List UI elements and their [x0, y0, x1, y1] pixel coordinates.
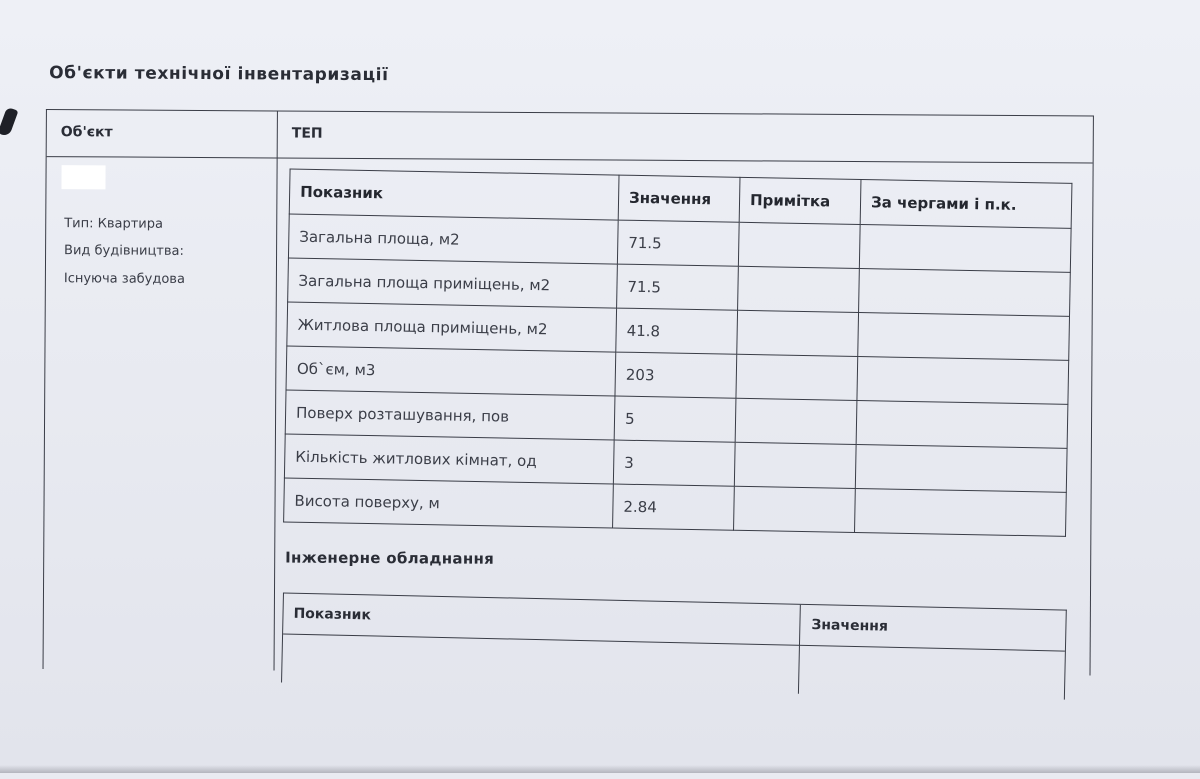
row-indicator: Поверх розташування, пов	[285, 390, 615, 440]
row-indicator: Висота поверху, м	[284, 478, 614, 528]
row-indicator: Кількість житлових кімнат, од	[284, 434, 614, 484]
page-edge-shadow	[0, 765, 1200, 773]
row-by-stages	[859, 269, 1071, 317]
engineering-header-indicator: Показник	[293, 605, 372, 624]
header-note: Примітка	[739, 177, 861, 224]
row-by-stages	[859, 225, 1071, 273]
row-note	[734, 442, 856, 488]
header-divider	[47, 156, 1093, 163]
row-value: 3	[613, 440, 735, 486]
object-column-header: Об'єкт	[60, 124, 113, 141]
page-title: Об'єкти технічної інвентаризації	[49, 63, 389, 86]
row-indicator: Об`єм, м3	[286, 346, 616, 396]
row-value: 41.8	[616, 308, 738, 354]
row-note	[738, 222, 860, 268]
engineering-section-title: Інженерне обладнання	[285, 548, 495, 568]
row-by-stages	[856, 400, 1068, 448]
row-value: 2.84	[613, 484, 735, 530]
construction-kind-value: Існуюча забудова	[63, 271, 186, 287]
header-value: Значення	[618, 175, 740, 222]
header-by-stages: За чергами і п.к.	[860, 180, 1072, 229]
row-note	[734, 486, 856, 532]
row-by-stages	[855, 444, 1067, 492]
engineering-header-value: Значення	[811, 617, 889, 635]
row-indicator: Загальна площа, м2	[288, 214, 618, 264]
row-note	[736, 354, 858, 400]
tep-column-header: ТЕП	[291, 125, 323, 142]
object-type: Тип: Квартира	[64, 216, 164, 232]
row-note	[735, 398, 857, 444]
construction-kind-label: Вид будівництва:	[64, 243, 184, 259]
row-value: 71.5	[617, 264, 739, 310]
column-divider	[798, 605, 801, 694]
header-divider	[283, 634, 1065, 652]
column-divider	[274, 111, 278, 670]
redacted-object-id	[61, 165, 105, 189]
header-indicator: Показник	[289, 169, 619, 220]
row-indicator: Житлова площа приміщень, м2	[287, 302, 617, 352]
tep-table	[283, 169, 1072, 537]
row-note	[737, 310, 859, 356]
row-by-stages	[855, 488, 1067, 536]
row-by-stages	[858, 312, 1070, 360]
row-by-stages	[857, 356, 1069, 404]
row-value: 5	[614, 396, 736, 442]
row-value: 203	[615, 352, 737, 398]
row-indicator: Загальна площа приміщень, м2	[288, 258, 618, 308]
row-note	[738, 266, 860, 312]
engineering-table	[281, 593, 1067, 700]
row-value: 71.5	[617, 220, 739, 266]
